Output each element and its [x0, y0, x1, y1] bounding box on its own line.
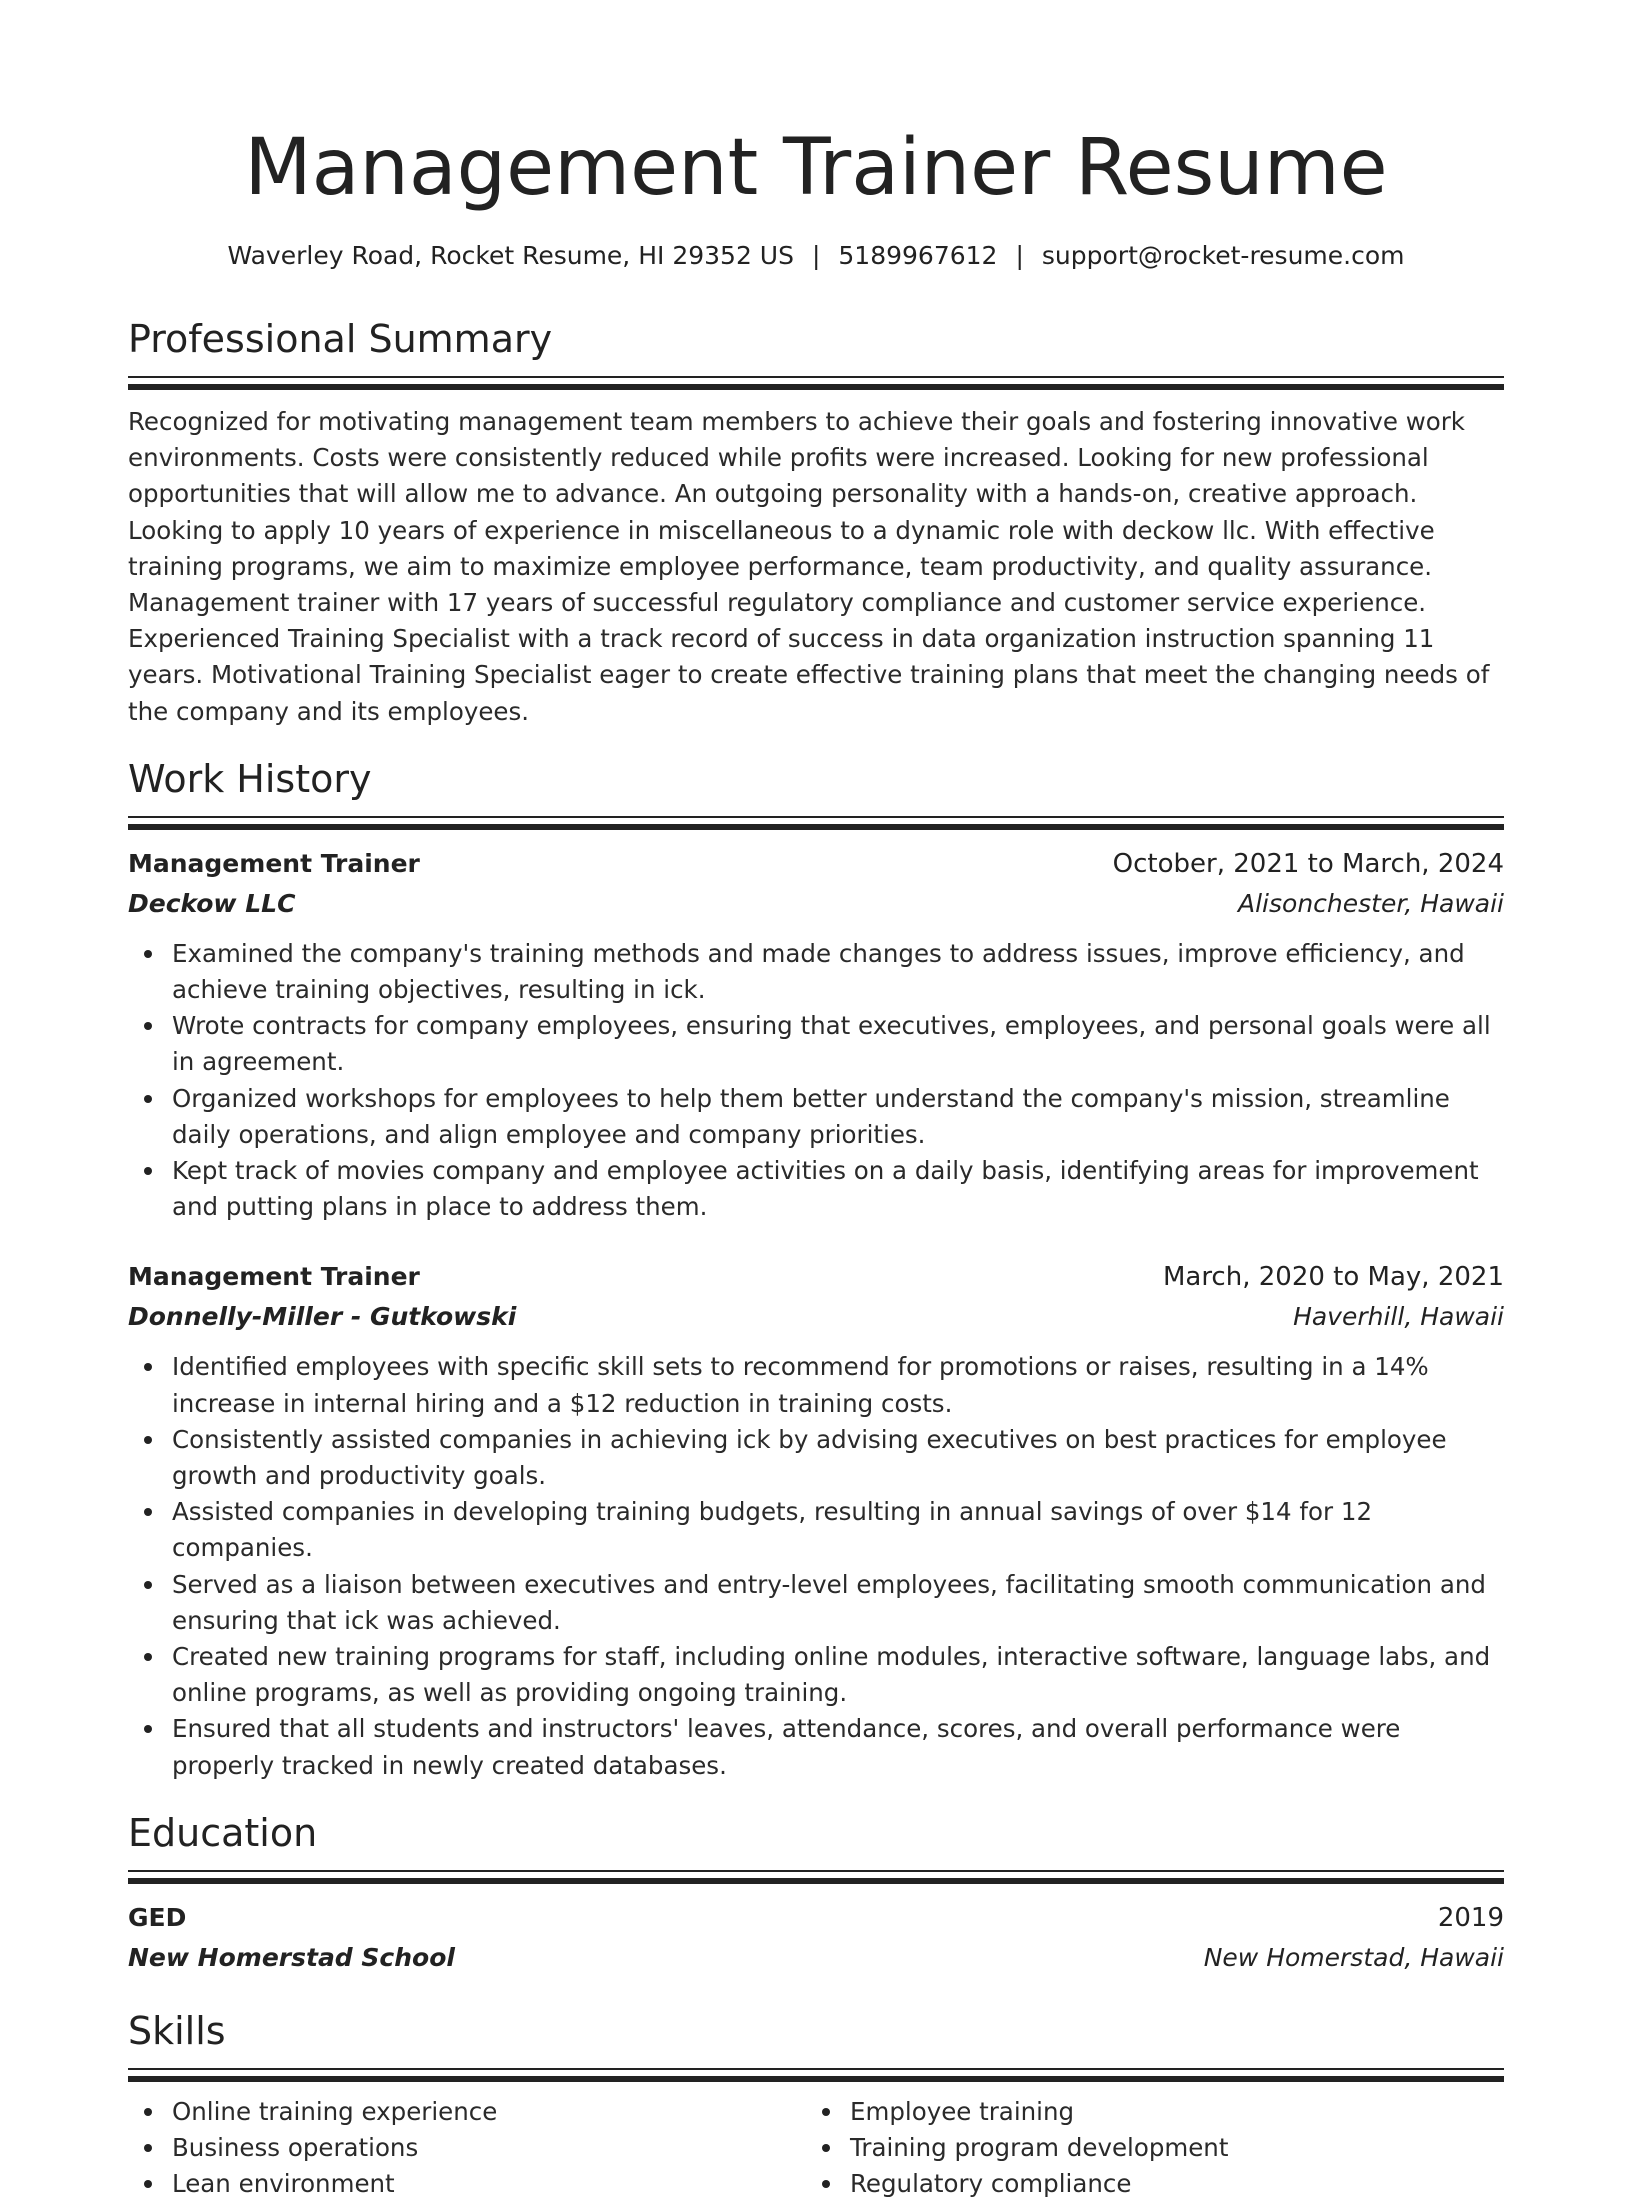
skill-text: Business operations	[172, 2133, 419, 2163]
list-item	[172, 1081, 1504, 1153]
education-entry	[128, 1898, 1504, 1978]
education-degree: GED	[128, 1902, 187, 1932]
job-location: Alisonchester, Hawaii	[1238, 888, 1504, 918]
job-entry	[128, 844, 1504, 1226]
bullet-text: Examined the company's training methods and made changes to address issues, improve efficiency, and achieve training objectives, resulting in ick.	[172, 938, 1465, 1005]
bullet-text: Assisted companies in developing training budgets, resulting in annual savings of over $14 for 12 companies.	[172, 1497, 1373, 1563]
bullet-text: Organized workshops for employees to help them better understand the company's mission, streamline daily operations, and align employee and company priorities.	[172, 1083, 1450, 1149]
resume-page	[128, 0, 1504, 2203]
list-item	[172, 2130, 806, 2166]
contact-line	[128, 236, 1504, 276]
bullet-icon	[144, 1436, 152, 1444]
bullet-icon	[822, 2180, 830, 2188]
bullet-icon	[822, 2144, 830, 2152]
bullet-icon	[144, 2144, 152, 2152]
list-item	[172, 1349, 1504, 1421]
skills-column-left	[128, 2094, 806, 2203]
list-item	[172, 1494, 1504, 1566]
list-item	[172, 936, 1504, 1008]
list-item	[172, 1567, 1504, 1639]
bullet-icon	[144, 1581, 152, 1589]
job-company: Deckow LLC	[128, 888, 296, 918]
bullet-text: Consistently assisted companies in achieving ick by advising executives on best practices for employee growth and productivity goals.	[172, 1424, 1447, 1491]
bullet-icon	[144, 1508, 152, 1516]
contact-email: support@rocket-resume.com	[1041, 241, 1405, 270]
job-dates: March, 2020 to May, 2021	[1162, 1262, 1504, 1293]
section-rule	[128, 2076, 1504, 2082]
skills-section	[128, 2006, 1504, 2203]
contact-phone: 5189967612	[838, 241, 998, 270]
summary-text: Recognized for motivating management team members to achieve their goals and fostering innovative work environments. Costs were consistently reduced while profits were increased. Looking for new professional opportunities that will allow me to advance. An outgoing personality with a hands-on, creative approach. Looking to apply 10 years of experience in miscellaneous to a dynamic role with deckow llc. With effective training programs, we aim to maximize employee performance, team productivity, and quality assurance. Management trainer with 17 years of successful regulatory compliance and customer service experience. Experienced Training Specialist with a track record of success in data organization instruction spanning 11 years. Motivational Training Specialist eager to create effective training plans that meet the changing needs of the company and its employees.	[128, 407, 1490, 726]
section-heading: Work History	[128, 756, 372, 801]
bullet-text: Created new training programs for staff, including online modules, interactive software, language labs, and online programs, as well as providing ongoing training.	[172, 1642, 1491, 1708]
bullet-icon	[144, 1167, 152, 1175]
job-bullets	[128, 936, 1504, 1226]
education-school-row	[128, 1938, 1504, 1978]
list-item	[172, 1639, 1504, 1711]
list-item	[850, 2166, 1484, 2202]
contact-separator: |	[1015, 241, 1024, 270]
job-company-row	[128, 884, 1504, 924]
summary-section	[128, 314, 1504, 730]
bullet-text: Wrote contracts for company employees, ensuring that executives, employees, and personal goals were all in agreement.	[172, 1011, 1491, 1077]
skill-text: Regulatory compliance	[850, 2169, 1132, 2199]
skill-text: Online training experience	[172, 2096, 498, 2126]
skills-column-right	[806, 2094, 1484, 2203]
section-rule	[128, 2068, 1504, 2070]
section-rule	[128, 824, 1504, 830]
education-section	[128, 1808, 1504, 1978]
bullet-icon	[144, 1095, 152, 1103]
list-item	[172, 1422, 1504, 1494]
work-history-section	[128, 754, 1504, 1784]
skill-text: Training program development	[850, 2133, 1229, 2163]
bullet-icon	[144, 1363, 152, 1371]
job-company-row	[128, 1297, 1504, 1337]
bullet-text: Kept track of movies company and employee activities on a daily basis, identifying areas for improvement and putting plans in place to address them.	[172, 1156, 1479, 1222]
job-dates: October, 2021 to March, 2024	[1112, 848, 1504, 879]
job-header-row	[128, 1257, 1504, 1297]
list-item	[172, 1711, 1504, 1783]
skill-text: Lean environment	[172, 2169, 395, 2199]
bullet-text: Ensured that all students and instructors' leaves, attendance, scores, and overall performance were properly tracked in newly created databases.	[172, 1714, 1401, 1780]
resume-title: Management Trainer Resume	[244, 123, 1388, 213]
education-location: New Homerstad, Hawaii	[1203, 1942, 1504, 1972]
job-location: Haverhill, Hawaii	[1293, 1302, 1504, 1332]
education-header-row	[128, 1898, 1504, 1938]
bullet-icon	[144, 1725, 152, 1733]
bullet-icon	[144, 1653, 152, 1661]
list-item	[172, 1153, 1504, 1225]
contact-address: Waverley Road, Rocket Resume, HI 29352 US	[227, 241, 794, 270]
bullet-text: Identified employees with specific skill sets to recommend for promotions or raises, resulting in a 14% increase in internal hiring and a $12 reduction in training costs.	[172, 1352, 1429, 1418]
bullet-icon	[144, 950, 152, 958]
list-item	[850, 2130, 1484, 2166]
section-rule	[128, 1870, 1504, 1872]
section-rule	[128, 816, 1504, 818]
job-company: Donnelly-Miller - Gutkowski	[128, 1302, 517, 1332]
list-item	[172, 1008, 1504, 1080]
job-title: Management Trainer	[128, 1262, 420, 1292]
section-heading: Education	[128, 1810, 318, 1855]
skill-text: Employee training	[850, 2096, 1075, 2126]
job-bullets	[128, 1349, 1504, 1783]
section-rule	[128, 1878, 1504, 1884]
section-rule	[128, 384, 1504, 390]
bullet-text: Served as a liaison between executives and entry-level employees, facilitating smooth communication and ensuring that ick was achieved.	[172, 1569, 1486, 1635]
section-heading: Professional Summary	[128, 317, 553, 361]
skills-list	[806, 2094, 1484, 2203]
education-school: New Homerstad School	[128, 1942, 455, 1972]
job-entry	[128, 1257, 1504, 1783]
contact-separator: |	[811, 241, 821, 270]
bullet-icon	[144, 1022, 152, 1030]
skills-grid	[128, 2094, 1504, 2203]
bullet-icon	[144, 2180, 152, 2188]
section-rule	[128, 376, 1504, 378]
skills-list	[128, 2094, 806, 2203]
section-heading: Skills	[128, 2008, 226, 2053]
list-item	[172, 2166, 806, 2202]
job-header-row	[128, 844, 1504, 884]
job-title: Management Trainer	[128, 848, 420, 878]
education-year: 2019	[1437, 1902, 1504, 1933]
